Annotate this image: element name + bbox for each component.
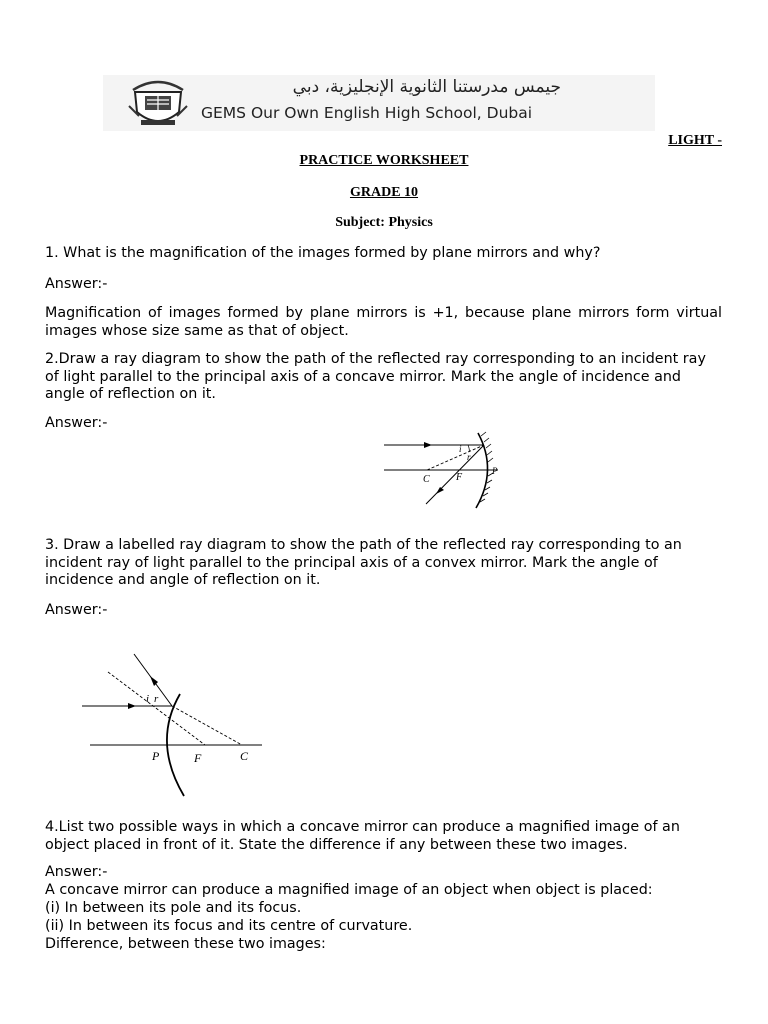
convex-mirror-diagram xyxy=(80,650,270,800)
pole-p-label: P xyxy=(492,466,498,476)
subject-heading: Subject: Physics xyxy=(335,215,433,230)
answer-4-line-2: (i) In between its pole and its focus. xyxy=(45,900,302,916)
school-banner xyxy=(103,75,655,131)
answer-4-line-1: A concave mirror can produce a magnified image of an object when object is placed: xyxy=(45,882,653,898)
school-crest-icon xyxy=(125,76,191,130)
angle-r-label: r xyxy=(154,693,159,705)
pole-p-label: P xyxy=(152,749,160,763)
answer-label-4: Answer:- xyxy=(45,864,108,880)
answer-1: Magnification of images formed by plane mirrors is +1, because plane mirrors form virtual images whose size same as that of object. xyxy=(45,305,722,339)
angle-r-label: r xyxy=(467,452,471,462)
question-4: 4.List two possible ways in which a concave mirror can produce a magnified image of an object placed in front of it. State the difference if any between these two images. xyxy=(45,819,680,853)
angle-i-label: i xyxy=(459,444,462,454)
answer-label-3: Answer:- xyxy=(45,602,108,618)
question-3: 3. Draw a labelled ray diagram to show the path of the reflected ray corresponding to an incident ray of light parallel to the principal axis of a convex mirror. Mark the angle of incidence and angle of reflection on it. xyxy=(45,537,682,589)
concave-mirror-diagram xyxy=(380,428,505,514)
answer-4-line-3: (ii) In between its focus and its centre of curvature. xyxy=(45,918,413,934)
topic-heading: LIGHT - xyxy=(668,133,722,148)
question-2: 2.Draw a ray diagram to show the path of the reflected ray corresponding to an incident ray of light parallel to the principal axis of a concave mirror. Mark the angle of incidence and angle of reflection on it. xyxy=(45,351,706,403)
school-name-english: GEMS Our Own English High School, Dubai xyxy=(201,104,533,122)
centre-c-label: C xyxy=(423,474,430,485)
focus-f-label: F xyxy=(456,472,463,483)
answer-label-2: Answer:- xyxy=(45,415,108,431)
answer-label-1: Answer:- xyxy=(45,276,108,292)
school-name-arabic: جيمس مدرستنا الثانوية الإنجليزية، دبي xyxy=(292,77,561,97)
question-1: 1. What is the magnification of the images formed by plane mirrors and why? xyxy=(45,245,601,261)
centre-c-label: C xyxy=(240,749,249,763)
worksheet-title: PRACTICE WORKSHEET xyxy=(299,153,469,168)
angle-i-label: i xyxy=(146,693,150,705)
focus-f-label: F xyxy=(194,751,202,765)
grade-heading: GRADE 10 xyxy=(349,185,419,200)
answer-4-line-4: Difference, between these two images: xyxy=(45,936,326,952)
